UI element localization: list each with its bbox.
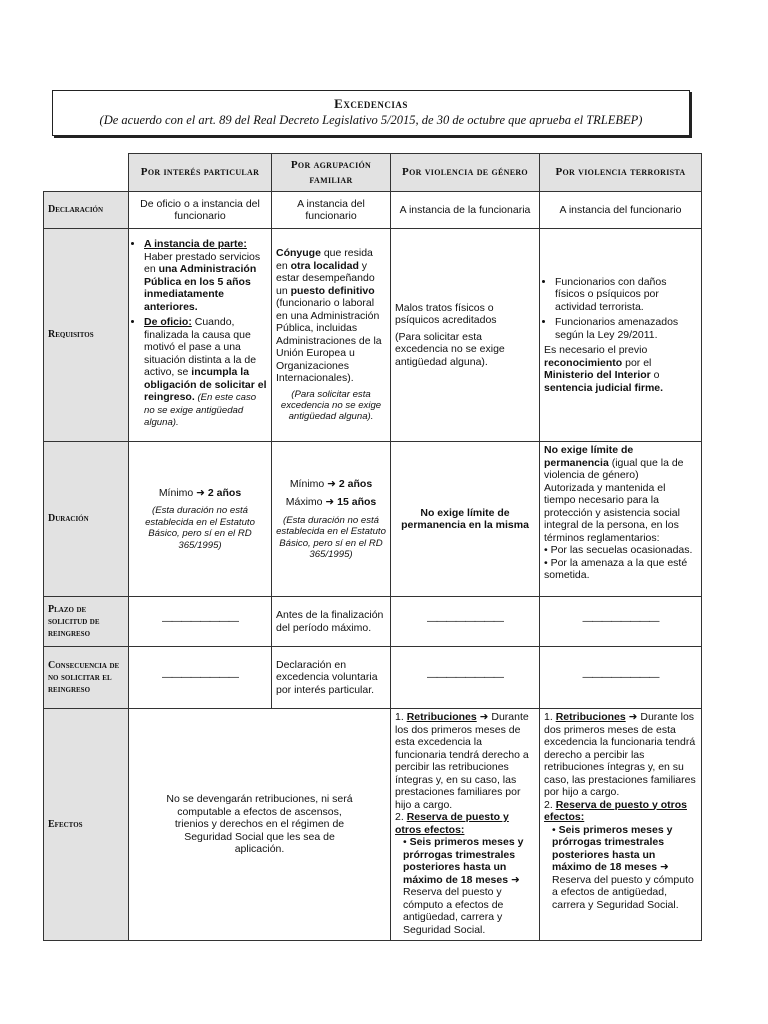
declaracion-violencia-genero: A instancia de la funcionaria: [391, 192, 540, 229]
column-header-violencia-genero: Por violencia de género: [391, 154, 540, 192]
efectos-terrorista-reserva-detalle: • Seis primeros meses y prórrogas trimestrales posteriores hasta un máximo de 18 meses ➜ Reserva del puesto y cómputo a efectos de antigüedad, carrera y Seguridad Social.: [552, 823, 694, 911]
duracion-terrorista-item-2: • Por la amenaza a la que esté sometida.: [544, 556, 688, 581]
row-consecuencia: [44, 647, 702, 709]
plazo-agrupacion: Antes de la finalización del período máximo.: [272, 597, 391, 647]
duracion-terrorista-item-1: • Por las secuelas ocasionadas.: [544, 544, 693, 556]
duracion-agrupacion-max: Máximo ➜ 15 años: [285, 496, 377, 509]
row-header-declaracion: Declaración: [44, 192, 129, 229]
row-efectos: [44, 709, 702, 941]
consecuencia-agrupacion: Declaración en excedencia voluntaria por interés particular.: [272, 647, 391, 709]
requisito-agrupacion-note: (Para solicitar esta excedencia no se exige antigüedad alguna).: [280, 388, 382, 423]
declaracion-violencia-terrorista: A instancia del funcionario: [540, 192, 702, 229]
consecuencia-violencia-genero: ————————: [391, 647, 540, 709]
row-duracion: [44, 442, 702, 597]
requisitos-interes: [129, 229, 272, 442]
excedencias-table: [43, 153, 702, 941]
row-header-requisitos: Requisitos: [44, 229, 129, 442]
requisito-terrorista-note: Es necesario el previo reconocimiento por el Ministerio del Interior o sentencia judicial firme.: [544, 344, 664, 394]
requisito-oficio: • De oficio: Cuando, finalizada la causa que motivó el pase a una situación distinta a la de activo, se incumpla la obligación de solicitar el reingreso. (En este caso no se exige antigüedad alguna).: [144, 316, 267, 429]
duracion-terrorista-limite: No exige límite de permanencia (igual que la de violencia de género): [544, 444, 684, 481]
header-row: [44, 154, 702, 192]
requisitos-violencia-genero: [391, 229, 540, 442]
efectos-violencia-terrorista: [540, 709, 702, 941]
requisitos-agrupacion: [272, 229, 391, 442]
declaracion-interes: De oficio o a instancia del funcionario: [129, 192, 272, 229]
page-subtitle: (De acuerdo con el art. 89 del Real Decreto Legislativo 5/2015, de 30 de octubre que aprueba el TRLEBEP): [99, 113, 643, 127]
plazo-interes: ————————: [129, 597, 272, 647]
requisito-genero-text: Malos tratos físicos o psíquicos acreditados: [395, 301, 497, 327]
arrow-right-icon: ➜: [628, 711, 638, 723]
duracion-interes-note: (Esta duración no está establecida en el Estatuto Básico, pero sí en el RD 365/1995): [145, 505, 255, 551]
page-title: Excedencias: [334, 96, 408, 111]
row-header-plazo: Plazo de solicitud de reingreso: [44, 597, 129, 647]
arrow-right-icon: ➜: [196, 486, 205, 499]
efectos-genero-retribuciones: 1. Retribuciones ➜ Durante los dos primeros meses de esta excedencia la funcionaria tendrá derecho a percibir las retribuciones íntegras y, en su caso, las prestaciones familiares por hijo a cargo.: [395, 711, 529, 811]
efectos-genero-reserva: 2. Reserva de puesto y otros efectos:: [395, 811, 509, 836]
duracion-violencia-terrorista: [540, 442, 702, 597]
duracion-interes: [129, 442, 272, 597]
row-header-efectos: Efectos: [44, 709, 129, 941]
efectos-terrorista-retribuciones: 1. Retribuciones ➜ Durante los dos primeros meses de esta excedencia la funcionaria tendrá derecho a percibir las retribuciones íntegras y, en su caso, las prestaciones familiares por hijo a cargo.: [544, 711, 696, 798]
requisito-genero-note: (Para solicitar esta excedencia no se exige antigüedad alguna).: [395, 330, 505, 368]
requisito-parte: • A instancia de parte: Haber prestado servicios en una Administración Pública en los 5 años inmediatamente anteriores.: [144, 238, 267, 313]
requisito-terrorista-1: • Funcionarios con daños físicos o psíquicos por actividad terrorista.: [555, 276, 697, 314]
column-header-violencia-terrorista: Por violencia terrorista: [540, 154, 702, 192]
efectos-comun: No se devengarán retribuciones, ni será computable a efectos de ascensos, trienios y derechos en el régimen de Seguridad Social que les sea de aplicación.: [129, 709, 391, 941]
column-header-agrupacion: Por agrupación familiar: [272, 154, 391, 192]
duracion-agrupacion-min: Mínimo ➜ 2 años: [289, 477, 373, 490]
requisito-agrupacion-text: Cónyuge que resida en otra localidad y estar desempeñando un puesto definitivo (funcionario o laboral en una Administración Pública, incluidas Administraciones de la Unión Europea u Organizaciones Internacionales).: [276, 247, 382, 385]
row-plazo: [44, 597, 702, 647]
arrow-right-icon: ➜: [327, 477, 336, 490]
duracion-agrupacion-note: (Esta duración no está establecida en el Estatuto Básico, pero sí en el RD 365/1995): [276, 514, 386, 560]
efectos-terrorista-reserva: 2. Reserva de puesto y otros efectos:: [544, 798, 687, 823]
declaracion-agrupacion: A instancia del funcionario: [272, 192, 391, 229]
plazo-violencia-genero: ————————: [391, 597, 540, 647]
duracion-agrupacion: [272, 442, 391, 597]
arrow-right-icon: ➜: [510, 873, 520, 886]
consecuencia-interes: ————————: [129, 647, 272, 709]
duracion-terrorista-text: Autorizada y mantenida el tiempo necesario para la protección y asistencia social integral de la persona, en los términos reglamentarios:: [544, 481, 680, 544]
row-header-consecuencia: Consecuencia de no solicitar el reingreso: [44, 647, 129, 709]
row-requisitos: [44, 229, 702, 442]
arrow-right-icon: ➜: [479, 711, 489, 723]
arrow-right-icon: ➜: [659, 861, 669, 873]
title-box: [52, 90, 690, 136]
requisitos-violencia-terrorista: [540, 229, 702, 442]
efectos-genero-reserva-detalle: • Seis primeros meses y prórrogas trimestrales posteriores hasta un máximo de 18 meses ➜ Reserva del puesto y cómputo a efectos de antigüedad, carrera y Seguridad Social.: [403, 836, 524, 936]
duracion-interes-min: Mínimo ➜ 2 años: [158, 486, 242, 499]
corner-cell: [44, 154, 129, 192]
plazo-violencia-terrorista: ————————: [540, 597, 702, 647]
row-declaracion: [44, 192, 702, 229]
consecuencia-violencia-terrorista: ————————: [540, 647, 702, 709]
row-header-duracion: Duración: [44, 442, 129, 597]
duracion-violencia-genero: No exige límite de permanencia en la misma: [391, 442, 540, 597]
efectos-violencia-genero: [391, 709, 540, 941]
requisito-terrorista-2: • Funcionarios amenazados según la Ley 29/2011.: [555, 316, 697, 341]
column-header-interes: Por interés particular: [129, 154, 272, 192]
arrow-right-icon: ➜: [325, 496, 335, 509]
